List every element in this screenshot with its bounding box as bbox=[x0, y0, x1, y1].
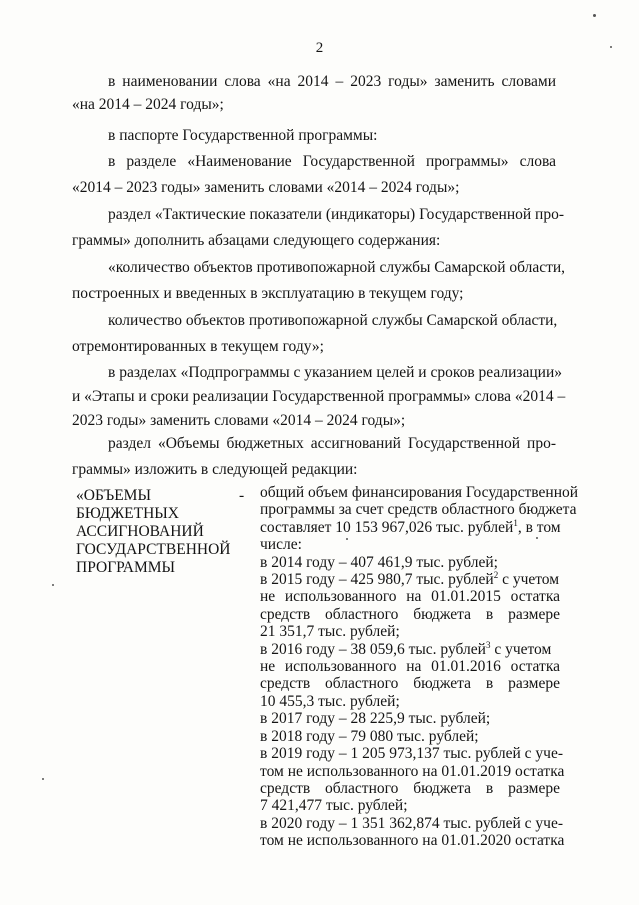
text-line: в паспорте Государственной программы: bbox=[108, 127, 378, 144]
text-line: отремонтированных в текущем году»; bbox=[72, 338, 324, 355]
paragraph-repaired bbox=[72, 311, 556, 357]
budget-line: программы за счет средств областного бюджета bbox=[260, 501, 577, 519]
heading-line: АССИГНОВАНИЙ bbox=[76, 523, 204, 540]
heading-line: ПРОГРАММЫ bbox=[76, 559, 176, 576]
text-line: «на 2014 – 2024 годы»; bbox=[72, 96, 224, 113]
paragraph-quote-built bbox=[72, 258, 566, 304]
text-line: раздел «Тактические показатели (индикаторы) Государственной про- bbox=[108, 206, 565, 223]
scan-speck bbox=[346, 538, 348, 540]
budget-line: числе: bbox=[260, 536, 302, 554]
page-number: 2 bbox=[315, 40, 324, 56]
footnote-mark: 3 bbox=[485, 639, 491, 650]
budget-line: общий объем финансирования Государственной bbox=[260, 484, 579, 501]
scan-speck bbox=[536, 537, 538, 539]
budget-text bbox=[260, 484, 579, 850]
text-line: 2023 годы» заменить словами «2014 – 2024 годы»; bbox=[72, 412, 406, 429]
scan-speck bbox=[593, 14, 596, 17]
heading-line: «ОБЪЕМЫ bbox=[76, 487, 151, 504]
text-line: «количество объектов противопожарной службы Самарской области, bbox=[108, 259, 566, 276]
paragraph-passport bbox=[72, 126, 556, 146]
heading-line: БЮДЖЕТНЫХ bbox=[76, 505, 179, 522]
text-line: в наименовании слова «на 2014 – 2023 годы» заменить словами bbox=[108, 73, 556, 90]
scan-speck bbox=[42, 778, 44, 780]
budget-line-tail: , в том bbox=[517, 518, 561, 536]
paragraph-subprograms bbox=[72, 363, 566, 431]
budget-line: средств областного бюджета в размере bbox=[260, 605, 560, 623]
separator-dash: - bbox=[239, 487, 245, 504]
text-line: граммы» изложить в следующей редакции: bbox=[72, 461, 358, 478]
budget-line bbox=[260, 519, 560, 536]
budget-line: 21 351,7 тыс. рублей; bbox=[260, 623, 400, 641]
text-line: граммы» дополнить абзацами следующего содержания: bbox=[72, 232, 441, 249]
paragraph-name-section bbox=[72, 152, 556, 198]
budget-line: не использованного на 01.01.2015 остатка bbox=[260, 588, 560, 606]
paragraph-title-change bbox=[72, 72, 556, 115]
heading-line: ГОСУДАРСТВЕННОЙ bbox=[76, 541, 231, 558]
text-line: раздел «Объемы бюджетных ассигнований Государственной про- bbox=[108, 435, 556, 452]
scan-speck bbox=[52, 584, 54, 586]
total-amount: составляет 10 153 967,026 тыс. рублей bbox=[260, 518, 514, 536]
year-2014-line: в 2014 году – 407 461,9 тыс. рублей; bbox=[260, 553, 498, 571]
paragraph-budget-section bbox=[72, 434, 556, 480]
section-heading-budget bbox=[76, 487, 246, 577]
budget-line: том не использованного на 01.01.2019 остатка bbox=[260, 762, 565, 780]
budget-line: средств областного бюджета в размере bbox=[260, 779, 560, 797]
year-2019-line: в 2019 году – 1 205 973,137 тыс. рублей с уче- bbox=[260, 745, 564, 763]
year-2018-line: в 2018 году – 79 080 тыс. рублей; bbox=[260, 727, 479, 745]
year-2017-line: в 2017 году – 28 225,9 тыс. рублей; bbox=[260, 710, 491, 728]
budget-line: средств областного бюджета в размере bbox=[260, 675, 560, 693]
budget-line-tail: с учетом bbox=[490, 640, 552, 658]
text-line: в разделах «Подпрограммы с указанием целей и сроков реализации» bbox=[108, 364, 563, 381]
budget-line-tail: с учетом bbox=[498, 571, 560, 589]
year-2015-amount: в 2015 году – 425 980,7 тыс. рублей bbox=[260, 571, 494, 589]
footnote-mark: 2 bbox=[493, 569, 499, 580]
text-line: «2014 – 2023 годы» заменить словами «2014 – 2024 годы»; bbox=[72, 179, 460, 196]
budget-line: 10 455,3 тыс. рублей; bbox=[260, 692, 400, 710]
text-line: построенных и введенных в эксплуатацию в текущем году; bbox=[72, 285, 464, 302]
text-line: в разделе «Наименование Государственной программы» слова bbox=[108, 153, 556, 170]
budget-line: том не использованного на 01.01.2020 остатка bbox=[260, 832, 565, 850]
budget-line: 7 421,477 тыс. рублей; bbox=[260, 797, 408, 815]
year-2020-line: в 2020 году – 1 351 362,874 тыс. рублей с уче- bbox=[260, 814, 564, 832]
footnote-mark: 1 bbox=[513, 517, 518, 528]
text-line: и «Этапы и сроки реализации Государственной программы» слова «2014 – bbox=[72, 388, 566, 405]
year-2015-line bbox=[260, 571, 560, 588]
scan-speck bbox=[610, 46, 612, 48]
paragraph-indicators bbox=[72, 205, 565, 251]
budget-line: не использованного на 01.01.2016 остатка bbox=[260, 658, 560, 676]
year-2016-line bbox=[260, 641, 560, 658]
text-line: количество объектов противопожарной службы Самарской области, bbox=[108, 312, 558, 329]
year-2016-amount: в 2016 году – 38 059,6 тыс. рублей bbox=[260, 640, 486, 658]
